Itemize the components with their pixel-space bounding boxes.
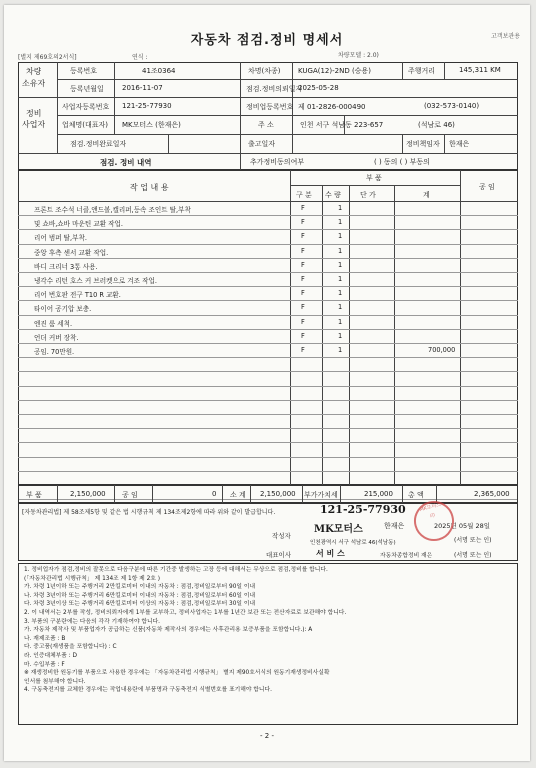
note-line: 마. 수입부품 : F: [24, 661, 65, 668]
part-qty: 1: [338, 260, 343, 269]
work-item: 공임. 70만원.: [34, 348, 75, 356]
part-type: F: [301, 303, 305, 312]
detail-label: 점검. 정비 내역: [100, 158, 152, 167]
part-type: F: [301, 218, 305, 227]
handwritten-biz-no: 121-25-77930: [320, 503, 406, 516]
owner-value: MK모터스 (한재은): [122, 121, 181, 129]
note-line: 라. 인증대체부품 : D: [24, 652, 77, 659]
address-extra: (석남로 46): [418, 121, 455, 129]
shop-no-value: 제 01-2826-000490: [298, 103, 366, 111]
biz-no-value: 121-25-77930: [122, 102, 172, 110]
sub-header-qty: 수 량: [325, 191, 341, 199]
address-value: 인천 서구 석남동 223-657: [300, 121, 384, 129]
note-line: 2. 이 내역서는 2부를 작성, 정비의뢰자에게 1부를 교부하고, 정비사업자는 1부를 1년간 보관 또는 전산자료로 보관해야 합니다.: [24, 609, 347, 616]
part-type: F: [301, 317, 305, 326]
note-line: (「자동차관리법 시행규칙」 제 134조 제 1항 제 2호 ): [24, 575, 160, 582]
mileage-value: 145,311 KM: [459, 66, 501, 74]
writer-sign-label: (서명 또는 인): [454, 537, 492, 544]
release-label: 출고일자: [248, 140, 276, 148]
company-seal-stamp: MK모터스 印: [410, 497, 459, 546]
part-qty: 1: [338, 303, 343, 312]
rep-name: 자동차종합정비 재은: [380, 553, 433, 559]
document-page: [4, 5, 530, 761]
grand-total-value: 2,365,000: [474, 490, 510, 498]
work-header: 작 업 내 용: [130, 183, 169, 192]
part-type: F: [301, 346, 305, 354]
model-revision: 차량모델 : 2.0): [338, 52, 379, 59]
writer-company: MK모터스: [314, 524, 363, 535]
subtotal-value: 2,150,000: [260, 490, 296, 498]
inspect-date-label: 점검.정비의뢰일자: [246, 85, 303, 93]
rep-service: 서 비 스: [316, 548, 345, 558]
note-line: 다. 중고품(재생품을 포함합니다) : C: [24, 644, 117, 651]
part-qty: 1: [338, 232, 343, 241]
note-line: 인서를 첨부해야 합니다.: [24, 678, 86, 685]
form-number: [별지 제69호의2서식]: [18, 54, 77, 61]
part-qty: 1: [338, 346, 343, 354]
note-line: 나. 재제조품 : B: [24, 635, 66, 642]
parts-total-label: 부 품: [26, 491, 42, 499]
rep-label: 대표이사: [266, 551, 292, 559]
work-item: 리어 번호판 전구 T10 R 교환.: [34, 291, 121, 300]
note-line: 다. 차령 3년이상 또는 주행거리 6만킬로미터 이상의 자동차 : 점검,정비일로부터 30일 이내: [24, 601, 256, 608]
work-item: 엔진 룸 세척.: [34, 319, 73, 328]
work-item: 냉각수 리턴 호스 커 브러켓으로 겨조 작업.: [34, 277, 157, 285]
note-line: 가. 자동차 제작사 및 부품업자가 공급하는 신품(자동차 제작사의 경우에는 사후관리용 보증부품을 포함합니다.): A: [24, 627, 313, 634]
notes-list: [24, 566, 514, 695]
rep-sign-label: (서명 또는 인): [454, 552, 492, 559]
certification-statement: [자동차관리법] 제 58조제5항 및 같은 법 시행규칙 제 134조제2항에 따라 위와 같이 발급합니다.: [22, 509, 276, 516]
part-qty: 1: [338, 275, 343, 283]
grand-total-label: 총 액: [408, 491, 424, 499]
owner-side-label: 차량: [26, 67, 42, 76]
biz-no-label: 사업자등록번호: [62, 103, 110, 111]
parts-total-value: 2,150,000: [70, 490, 106, 498]
part-type: F: [301, 260, 305, 269]
part-type: F: [301, 331, 305, 340]
labor-header: 공 임: [479, 183, 495, 191]
part-total: 700,000: [428, 346, 456, 354]
owner-label: 업체명(대표자): [62, 121, 109, 129]
writer-label: 작성자: [272, 532, 291, 540]
work-item: 프론트 조수석 너클,앤드볼,캘리퍼,등속 조인트 탈,부착: [34, 206, 191, 214]
part-qty: 1: [338, 204, 343, 212]
reg-no-label: 등록번호: [70, 67, 98, 75]
certification-date: 2025년 05월 28일: [434, 522, 491, 530]
labor-total-value: 0: [212, 490, 217, 498]
serial-label: 연식 :: [132, 54, 148, 61]
note-line: ※ 재생정비한 원동기를 부품으로 사용한 경우에는 「자동차관리법 시행규칙」 별지 제90호서식의 원동기재생정비사실확: [24, 670, 330, 677]
owner-side-label-2: 소유자: [22, 79, 46, 88]
note-line: 4. 구동축전지를 교체한 경우에는 작업내용란에 부품명과 구동축전지 식별번호를 표기해야 합니다.: [24, 687, 272, 694]
work-item: 리어 범퍼 탈,부착.: [34, 234, 87, 243]
vat-value: 215,000: [364, 490, 393, 498]
subtotal-label: 소 계: [230, 491, 246, 499]
work-item: 바디 크리너 3통 사용.: [34, 262, 98, 271]
part-type: F: [301, 275, 305, 283]
part-qty: 1: [338, 246, 343, 255]
extra-agree-label: 추가정비동의여부: [250, 158, 305, 166]
inspect-date-value: 2025-05-28: [298, 84, 339, 92]
work-item: 타이어 공기압 보충.: [34, 305, 92, 314]
mileage-label: 주행거리: [408, 67, 436, 75]
part-qty: 1: [338, 289, 343, 298]
writer-name: 한재은: [384, 522, 405, 530]
note-line: 3. 부품의 구분란에는 다음의 각각 기재하여야 합니다.: [24, 618, 161, 625]
car-name-label: 차명(차종): [248, 67, 281, 75]
done-date-label: 점검.정비완료일자: [70, 140, 127, 148]
note-line: 가. 차령 1년이하 또는 주행거리 2만킬로미터 이내의 자동차 : 점검,정비일로부터 90일 이내: [24, 584, 256, 591]
vat-label: 부가가치세: [304, 491, 338, 499]
part-type: F: [301, 204, 305, 212]
note-line: 나. 차령 3년이하 또는 주행거리 6만킬로미터 이내의 자동차 : 점검,정비일로부터 60일 이내: [24, 592, 256, 599]
part-qty: 1: [338, 218, 343, 227]
extra-agree-options: ( ) 동의 ( ) 부동의: [374, 158, 430, 166]
shop-no-label: 정비업등록번호: [246, 103, 294, 111]
rep-address: 인천광역시 서구 석남로 46(석남동): [310, 540, 396, 546]
labor-total-label: 공 임: [122, 491, 138, 499]
note-line: 1. 정비업자가 점검,정비의 잘못으로 다음구분에 따른 기간중 발생하는 고장 등에 대해서는 무상으로 점검,정비를 합니다.: [24, 567, 328, 573]
sub-header-type: 구 분: [296, 191, 312, 199]
copy-label: 고객보관용: [491, 33, 520, 40]
part-qty: 1: [338, 331, 343, 340]
part-type: F: [301, 232, 305, 241]
address-label: 주 소: [258, 121, 274, 129]
part-type: F: [301, 289, 305, 298]
parts-header: 부 품: [366, 174, 382, 182]
reg-no-value: 41조0364: [142, 67, 176, 75]
work-item: 언더 커버 장착.: [34, 333, 79, 342]
reg-date-value: 2016-11-07: [122, 84, 163, 92]
sub-header-unit: 단 가: [360, 191, 376, 199]
page-number: - 2 -: [260, 732, 274, 740]
part-type: F: [301, 246, 305, 255]
work-item: 및 쇼바,쇼바 마운틴 교환 작업.: [34, 220, 124, 229]
manager-value: 한재은: [449, 140, 470, 148]
work-item: 중앙 후측 센서 교환 작업.: [34, 248, 109, 257]
shop-phone: (032-573-0140): [424, 102, 480, 110]
sub-header-total: 계: [423, 191, 430, 199]
part-qty: 1: [338, 317, 343, 326]
manager-label: 정비책임자: [406, 140, 440, 148]
business-side-label: 정비: [26, 109, 42, 118]
business-side-label-2: 사업자: [22, 120, 46, 129]
reg-date-label: 등록년월일: [70, 85, 104, 93]
car-name-value: KUGA(12)-2ND (승용): [298, 67, 371, 75]
document-title: 자동차 점검.정비 명세서: [190, 33, 344, 48]
